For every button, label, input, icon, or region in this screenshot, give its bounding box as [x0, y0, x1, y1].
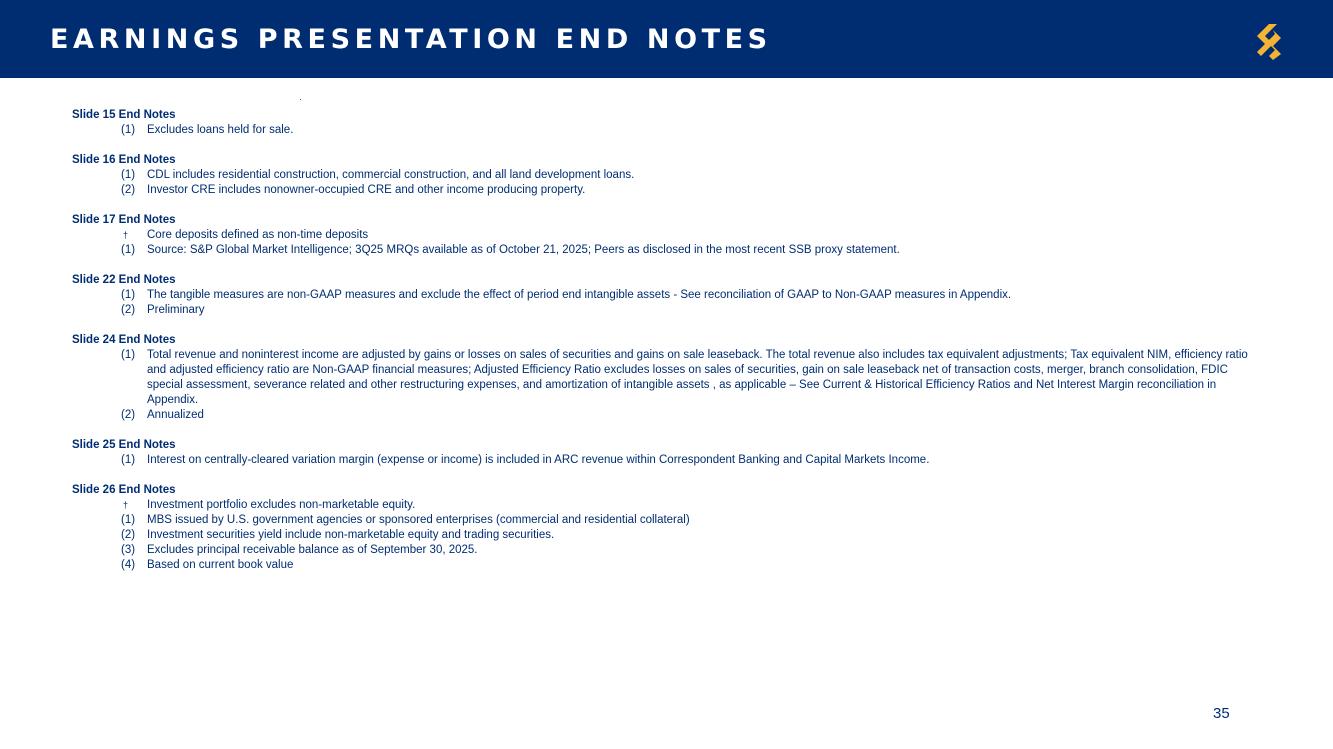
note-item	[72, 453, 1262, 468]
note-text: Excludes loans held for sale.	[147, 124, 294, 136]
section-title: Slide 16 End Notes	[72, 154, 176, 166]
note-text: Total revenue and noninterest income are adjusted by gains or losses on sales of securities and gains on sale leaseback. The total revenue also includes tax equivalent adjustments; Tax equivalent NIM, efficiency ratio and adjusted efficiency ratio are Non-GAAP financial measures; Adjusted Efficiency Ratio excludes losses on sales of securities, gain on sale leaseback net of transaction costs, merger, branch consolidation, FDIC special assessment, severance related and other restructuring expenses, and amortization of intangible assets , as applicable – See Current & Historical Efficiency Ratios and Net Interest Margin reconciliation in Appendix.	[147, 349, 1248, 406]
note-text: Excludes principal receivable balance as of September 30, 2025.	[147, 544, 478, 556]
note-item	[72, 288, 1262, 303]
note-marker: (1)	[121, 349, 136, 361]
note-item	[72, 408, 1262, 423]
note-marker: (2)	[121, 184, 136, 196]
note-item	[72, 498, 1262, 513]
note-marker: (4)	[121, 559, 136, 571]
note-item	[72, 513, 1262, 528]
note-item	[72, 558, 1262, 573]
page-title: EARNINGS PRESENTATION END NOTES	[50, 24, 772, 55]
note-text: Preliminary	[147, 304, 205, 316]
note-text: Core deposits defined as non-time deposits	[147, 229, 369, 241]
note-item	[72, 303, 1262, 318]
page-number: 35	[1213, 705, 1230, 722]
note-item	[72, 348, 1262, 408]
end-notes-content	[72, 108, 1262, 588]
section-title: Slide 25 End Notes	[72, 439, 176, 451]
note-marker: †	[123, 500, 129, 510]
note-item	[72, 543, 1262, 558]
note-marker: (2)	[121, 409, 136, 421]
stray-dot	[300, 99, 301, 100]
note-item	[72, 228, 1262, 243]
note-marker: (1)	[121, 514, 136, 526]
header-bar	[0, 0, 1333, 78]
section-title: Slide 24 End Notes	[72, 334, 176, 346]
note-marker: (2)	[121, 304, 136, 316]
note-item	[72, 183, 1262, 198]
section-title: Slide 15 End Notes	[72, 109, 176, 121]
end-notes-section	[72, 273, 1262, 318]
note-marker: (1)	[121, 454, 136, 466]
end-notes-section	[72, 213, 1262, 258]
bank-s-logo-icon	[1253, 22, 1289, 60]
note-item	[72, 168, 1262, 183]
note-marker: (1)	[121, 124, 136, 136]
note-text: Investment portfolio excludes non-marketable equity.	[147, 499, 416, 511]
note-item	[72, 243, 1262, 258]
note-text: Source: S&P Global Market Intelligence; 3Q25 MRQs available as of October 21, 2025; Peers as disclosed in the most recent SSB proxy statement.	[147, 244, 900, 256]
note-item	[72, 528, 1262, 543]
section-title: Slide 22 End Notes	[72, 274, 176, 286]
note-text: Investor CRE includes nonowner-occupied CRE and other income producing property.	[147, 184, 586, 196]
note-text: MBS issued by U.S. government agencies or sponsored enterprises (commercial and residential collateral)	[147, 514, 690, 526]
note-text: Interest on centrally-cleared variation margin (expense or income) is included in ARC revenue within Correspondent Banking and Capital Markets Income.	[147, 454, 930, 466]
end-notes-section	[72, 153, 1262, 198]
end-notes-section	[72, 108, 1262, 138]
note-marker: (2)	[121, 529, 136, 541]
note-text: CDL includes residential construction, commercial construction, and all land development loans.	[147, 169, 635, 181]
note-text: Investment securities yield include non-marketable equity and trading securities.	[147, 529, 555, 541]
end-notes-section	[72, 483, 1262, 573]
note-text: Based on current book value	[147, 559, 294, 571]
section-title: Slide 17 End Notes	[72, 214, 176, 226]
note-text: The tangible measures are non-GAAP measures and exclude the effect of period end intangible assets - See reconciliation of GAAP to Non-GAAP measures in Appendix.	[147, 289, 1012, 301]
note-item	[72, 123, 1262, 138]
section-title: Slide 26 End Notes	[72, 484, 176, 496]
note-marker: (1)	[121, 169, 136, 181]
end-notes-section	[72, 333, 1262, 423]
end-notes-section	[72, 438, 1262, 468]
note-marker: (1)	[121, 289, 136, 301]
note-text: Annualized	[147, 409, 204, 421]
note-marker: †	[123, 230, 129, 240]
note-marker: (1)	[121, 244, 136, 256]
note-marker: (3)	[121, 544, 136, 556]
